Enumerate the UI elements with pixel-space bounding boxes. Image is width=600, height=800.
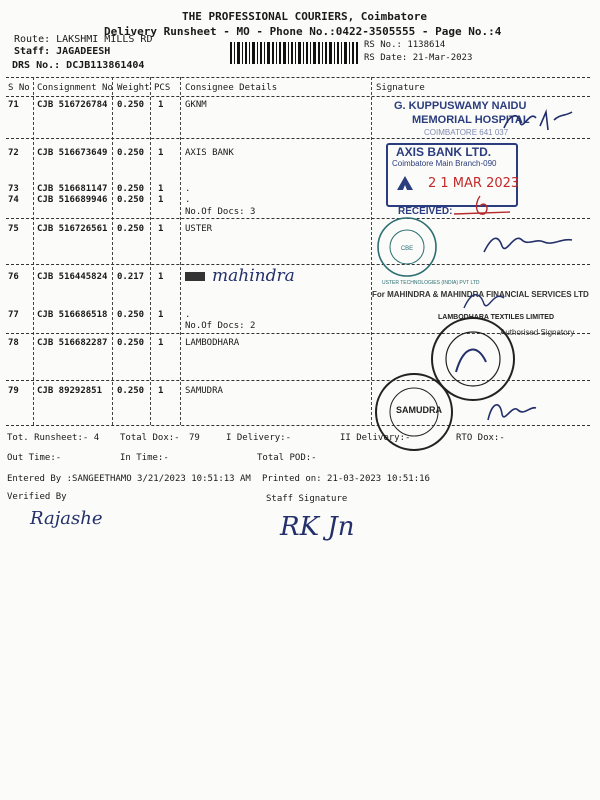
gknm-stamp-line1: G. KUPPUSWAMY NAIDU (394, 100, 527, 112)
row-consignee: SAMUDRA (185, 386, 223, 396)
mahindra-signature (460, 284, 520, 314)
svg-text:CBE: CBE (400, 246, 414, 252)
verified-by-label: Verified By (7, 492, 67, 502)
col-line (180, 77, 181, 425)
row-consignee: LAMBODHARA (185, 338, 240, 348)
col-line (33, 77, 34, 425)
divider (6, 77, 590, 78)
entered-by: Entered By :SANGEETHAMO 3/21/2023 10:51:13 AM (7, 474, 251, 484)
row-weight: 0.250 (117, 100, 145, 110)
row-consignment: CJB 516726784 (37, 100, 108, 110)
row-weight: 0.250 (117, 386, 145, 396)
staff-label: Staff: JAGADEESH (14, 46, 111, 57)
staff-signature: RK Jn (280, 512, 355, 542)
drs-number: DRS No.: DCJB113861404 (12, 60, 145, 71)
row-consignment: CJB 516673649 (37, 148, 108, 158)
row-consignee: GKNM (185, 100, 207, 110)
row-consignment: CJB 516726561 (37, 224, 108, 234)
row-sno: 76 (8, 272, 19, 282)
row-weight: 0.250 (117, 338, 145, 348)
lambodhara-stamp-text: LAMBODHARA TEXTILES LIMITED (438, 314, 555, 321)
col-consignment: Consignment No (37, 83, 113, 93)
samudra-stamp-text: SAMUDRA (396, 405, 442, 415)
row-consignee: . (185, 310, 191, 320)
row-consignee: . (185, 195, 191, 205)
row-sno: 73 (8, 184, 19, 194)
divider (6, 96, 590, 97)
verified-by-signature: Rajashe (30, 508, 103, 529)
staff-signature-label: Staff Signature (266, 494, 348, 504)
row-pcs: 1 (158, 148, 164, 158)
row-divider (6, 138, 590, 139)
out-time: Out Time:- (7, 453, 62, 463)
row-divider (6, 264, 590, 265)
samudra-signature (482, 394, 542, 426)
row-weight: 0.250 (117, 195, 145, 205)
barcode (230, 42, 358, 64)
row-pcs: 1 (158, 100, 164, 110)
row-sno: 79 (8, 386, 19, 396)
row-weight: 0.250 (117, 310, 145, 320)
col-consignee: Consignee Details (185, 83, 278, 93)
received-signature (450, 192, 520, 222)
row-docs: No.Of Docs: 2 (185, 321, 256, 331)
row-weight: 0.250 (117, 224, 145, 234)
i-delivery: I Delivery:- (226, 433, 292, 443)
row-consignee: AXIS BANK (185, 148, 234, 158)
tot-runsheet: Tot. Runsheet:- 4 (7, 433, 100, 443)
printed-on: Printed on: 21-03-2023 10:51:16 (262, 474, 430, 484)
row-sno: 78 (8, 338, 19, 348)
uster-round-stamp (375, 215, 439, 279)
row-consignment: CJB 516681147 (37, 184, 108, 194)
total-dox-label: Total Dox:- (120, 433, 180, 443)
row-consignee: . (185, 184, 191, 194)
col-sno: S No (8, 83, 30, 93)
col-line (150, 77, 151, 425)
row-pcs: 1 (158, 310, 164, 320)
consignee-scribbled-out (185, 272, 205, 281)
row-consignment: CJB 516682287 (37, 338, 108, 348)
col-signature: Signature (376, 83, 425, 93)
received-label: RECEIVED: (398, 206, 453, 217)
row-pcs: 1 (158, 272, 164, 282)
axis-stamp-branch: Coimbatore Main Branch-090 (392, 159, 497, 168)
row-consignment: CJB 516445824 (37, 272, 108, 282)
in-time: In Time:- (120, 453, 169, 463)
rs-number: RS No.: 1138614 (364, 40, 446, 50)
row-consignee: USTER (185, 224, 213, 234)
uster-stamp-text: USTER TECHNOLOGIES (INDIA) PVT LTD (382, 280, 480, 286)
row-sno: 74 (8, 195, 19, 205)
mahindra-stamp: For MAHINDRA & MAHINDRA FINANCIAL SERVICES LTD (372, 290, 589, 299)
gknm-stamp-line2: MEMORIAL HOSPITAL (412, 114, 530, 126)
uster-signature (478, 222, 578, 262)
row-consignment: CJB 89292851 (37, 386, 103, 396)
ii-delivery: II Delivery:- (340, 433, 411, 443)
row-weight: 0.250 (117, 148, 145, 158)
row-sno: 75 (8, 224, 19, 234)
row-consignment: CJB 516686518 (37, 310, 108, 320)
handwritten-mahindra: mahindra (212, 266, 295, 286)
authorised-signatory: Authorised Signatory (500, 328, 575, 337)
gknm-signature (500, 106, 580, 136)
row-consignment: CJB 516689946 (37, 195, 108, 205)
row-docs: No.Of Docs: 3 (185, 207, 256, 217)
gknm-stamp-line3: COIMBATORE 641 037 (424, 128, 509, 137)
row-weight: 0.250 (117, 184, 145, 194)
col-line (112, 77, 113, 425)
route-label: Route: LAKSHMI MILLS RD (14, 34, 153, 45)
row-pcs: 1 (158, 338, 164, 348)
axis-stamp-title: AXIS BANK LTD. (396, 145, 492, 159)
axis-logo-icon (396, 175, 414, 191)
row-pcs: 1 (158, 386, 164, 396)
axis-stamp-date: 2 1 MAR 2023 (428, 176, 520, 191)
row-weight: 0.217 (117, 272, 145, 282)
row-sno: 72 (8, 148, 19, 158)
col-weight: Weight (117, 83, 150, 93)
row-sno: 71 (8, 100, 19, 110)
company-title: THE PROFESSIONAL COURIERS, Coimbatore (182, 10, 428, 23)
row-pcs: 1 (158, 184, 164, 194)
rs-date: RS Date: 21-Mar-2023 (364, 53, 473, 63)
rto-dox: RTO Dox:- (456, 433, 505, 443)
total-pod: Total POD:- (257, 453, 317, 463)
runsheet-subtitle: Delivery Runsheet - MO - Phone No.:0422-3505555 - Page No.:4 (104, 25, 502, 38)
total-dox-value: 79 (189, 433, 200, 443)
row-sno: 77 (8, 310, 19, 320)
col-pcs: PCS (154, 83, 171, 93)
row-pcs: 1 (158, 224, 164, 234)
row-pcs: 1 (158, 195, 164, 205)
